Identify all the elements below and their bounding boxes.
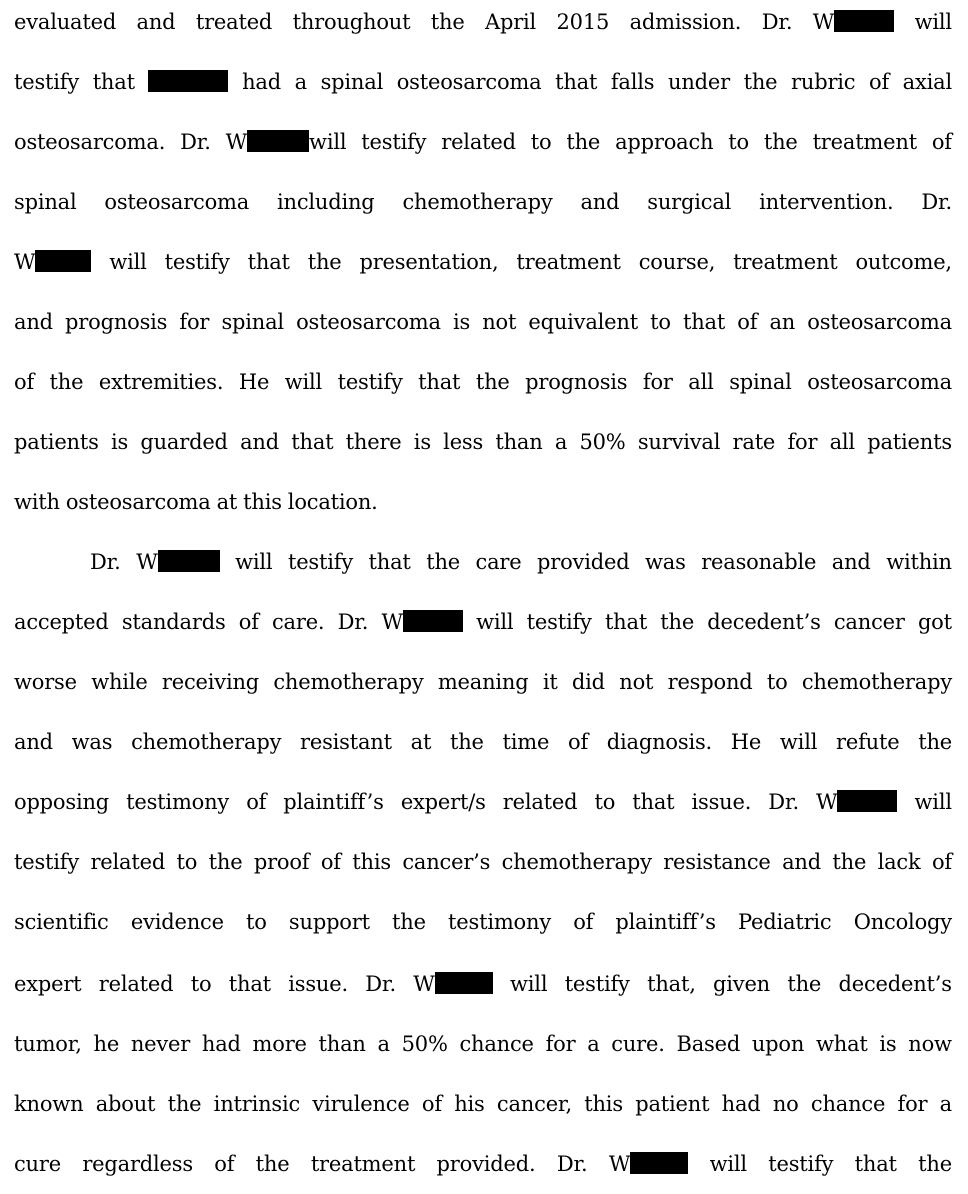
word: treatment [733, 250, 838, 274]
word: that [682, 310, 726, 334]
word: cancer’s [402, 850, 491, 874]
word: the [660, 610, 695, 634]
word: that [228, 972, 271, 996]
word: evidence [130, 910, 224, 934]
word: never [130, 1032, 191, 1056]
word: the [49, 370, 84, 394]
word: time [502, 730, 550, 754]
word: the [430, 10, 465, 34]
word: no [772, 1092, 799, 1116]
word: refute [836, 730, 900, 754]
word: under [668, 70, 730, 94]
redaction-box [837, 790, 897, 812]
redaction-box [630, 1152, 688, 1174]
word: and [240, 430, 279, 454]
word: and [14, 310, 53, 334]
word: Dr. [761, 10, 793, 34]
text-line [14, 788, 952, 816]
word: that [632, 790, 675, 814]
word: worse [14, 670, 77, 694]
word: known [14, 1092, 84, 1116]
word: testify [564, 972, 630, 996]
word: he [93, 1032, 120, 1056]
word: Dr. [90, 550, 121, 574]
word: the [449, 730, 484, 754]
word: plaintiff’s [283, 790, 384, 814]
word: will [709, 1152, 747, 1176]
word: of [573, 910, 594, 934]
word: approach [615, 130, 714, 154]
word: testify [14, 70, 80, 94]
word: Dr. [556, 1152, 588, 1176]
word: it [542, 670, 558, 694]
word: to [190, 972, 212, 996]
word: his [454, 1092, 485, 1116]
word: treatment [310, 1152, 416, 1176]
text-line [14, 8, 952, 36]
word: the [392, 910, 426, 934]
word: care [475, 550, 522, 574]
word: to [530, 130, 552, 154]
word: testify [526, 610, 592, 634]
word: location. [287, 490, 378, 514]
redacted-name: W [813, 8, 894, 36]
word: will [510, 972, 548, 996]
redacted-name: W [609, 1150, 688, 1178]
word: what [815, 1032, 868, 1056]
word: to [766, 670, 788, 694]
word: chemotherapy [273, 670, 424, 694]
word: prognosis [65, 310, 168, 334]
word: while [91, 670, 148, 694]
word: all [829, 430, 855, 454]
word: prognosis [525, 370, 628, 394]
word: a [939, 1092, 952, 1116]
word: the [787, 972, 822, 996]
word: 2015 [556, 10, 610, 34]
word: will [109, 250, 147, 274]
word: that, [647, 972, 696, 996]
word: this [584, 1092, 623, 1116]
word: had [721, 1092, 761, 1116]
word: support [288, 910, 370, 934]
word: not [482, 310, 517, 334]
word: treated [195, 10, 273, 34]
word: about [95, 1092, 156, 1116]
word: spinal [729, 370, 792, 394]
word: the [918, 730, 952, 754]
word: given [713, 972, 771, 996]
text-line [14, 128, 952, 156]
word: Dr. [921, 190, 952, 214]
word: 50% [579, 430, 626, 454]
text-line [90, 548, 952, 576]
word: including [276, 190, 375, 214]
word: related [441, 130, 516, 154]
word: an [769, 310, 796, 334]
word: outcome, [855, 250, 952, 274]
word: that [418, 370, 461, 394]
word: provided. [436, 1152, 536, 1176]
word: of [869, 70, 890, 94]
word: treatment [812, 130, 917, 154]
redaction-box [247, 130, 309, 152]
word: related [98, 972, 174, 996]
word: He [238, 370, 270, 394]
word: had [242, 70, 281, 94]
word: the [743, 70, 778, 94]
word: and [782, 850, 821, 874]
word: cancer, [496, 1092, 572, 1116]
text-line [14, 368, 952, 396]
word: admission. [629, 10, 742, 34]
word: spinal [221, 310, 284, 334]
word: decedent’s [707, 610, 821, 634]
word: the [255, 1152, 290, 1176]
word: to [594, 790, 616, 814]
word: decedent’s [838, 972, 952, 996]
word: of [238, 610, 259, 634]
text-line [14, 1150, 952, 1178]
word: a [554, 430, 568, 454]
word: and [831, 550, 871, 574]
word: was [71, 730, 113, 754]
word: the [832, 850, 867, 874]
word: patients [14, 430, 99, 454]
word: that [854, 1152, 897, 1176]
word: will [914, 790, 952, 814]
word: the [566, 130, 601, 154]
text-line [14, 1090, 952, 1118]
word: plaintiff’s [615, 910, 716, 934]
word: testify [361, 130, 427, 154]
text-line [14, 970, 952, 998]
word: proof [253, 850, 310, 874]
word: spinal [320, 70, 384, 94]
word: resistance [663, 850, 771, 874]
word: He [730, 730, 762, 754]
word: had [201, 1032, 241, 1056]
word: will [235, 550, 273, 574]
word: April [484, 10, 537, 34]
word: the [208, 850, 243, 874]
word: chance [810, 1092, 886, 1116]
word: course, [638, 250, 716, 274]
word: Based [676, 1032, 741, 1056]
redaction-box [158, 550, 220, 572]
word: testimony [448, 910, 551, 934]
word: Dr. [337, 610, 369, 634]
word: for [545, 1032, 576, 1056]
word: rubric [791, 70, 856, 94]
word: upon [751, 1032, 805, 1056]
word: that [247, 250, 290, 274]
word: diagnosis. [606, 730, 713, 754]
text-line [14, 728, 952, 756]
word: is [413, 430, 431, 454]
word: equivalent [528, 310, 638, 334]
word: patients [867, 430, 952, 454]
word: to [246, 910, 267, 934]
word: within [886, 550, 952, 574]
word: virulence [312, 1092, 410, 1116]
text-line [14, 308, 952, 336]
word: the [167, 1092, 202, 1116]
word: osteosarcoma. [14, 130, 166, 154]
word: of [246, 790, 267, 814]
word: chemotherapy [402, 190, 553, 214]
word: to [650, 310, 671, 334]
text-line [14, 1030, 952, 1058]
word: and [580, 190, 620, 214]
word: not [619, 670, 654, 694]
word: of [931, 130, 952, 154]
word: of [421, 1092, 442, 1116]
word: meaning [437, 670, 529, 694]
word: cure [14, 1152, 61, 1176]
word: the [918, 1152, 952, 1176]
word: for [897, 1092, 928, 1116]
word: Oncology [853, 910, 952, 934]
word: there [345, 430, 402, 454]
text-line [14, 848, 952, 876]
word: than [318, 1032, 366, 1056]
redacted-name [148, 68, 228, 96]
word: guarded [140, 430, 228, 454]
redacted-name: W [382, 608, 463, 636]
word: treatment [516, 250, 621, 274]
word: is [452, 310, 471, 334]
word: of [320, 850, 341, 874]
word: respond [667, 670, 753, 694]
redaction-box [35, 250, 91, 272]
word: chemotherapy [501, 850, 652, 874]
word: extremities. [98, 370, 224, 394]
word: osteosarcoma [296, 310, 441, 334]
word: more [252, 1032, 307, 1056]
redaction-box [148, 70, 228, 92]
word: scientific [14, 910, 109, 934]
word: a [587, 1032, 600, 1056]
word: tumor, [14, 1032, 82, 1056]
word: provided [537, 550, 630, 574]
word: cure. [611, 1032, 665, 1056]
word: chemotherapy [131, 730, 282, 754]
redacted-name: W [14, 248, 91, 276]
word: regardless [82, 1152, 193, 1176]
word: reasonable [701, 550, 817, 574]
word: osteosarcoma [65, 490, 211, 514]
redaction-box [834, 10, 894, 32]
word: related [90, 850, 166, 874]
word: osteosarcoma [807, 310, 952, 334]
word: testify [14, 850, 80, 874]
word: and [14, 730, 53, 754]
word: Pediatric [738, 910, 832, 934]
word: a [294, 70, 307, 94]
word: evaluated [14, 10, 117, 34]
word: for [179, 310, 210, 334]
word: all [688, 370, 714, 394]
word: of [737, 310, 758, 334]
word: that [291, 430, 334, 454]
word: is [879, 1032, 897, 1056]
redacted-name: W [136, 548, 219, 576]
word: the [763, 130, 798, 154]
word: testimony [126, 790, 230, 814]
word: Dr. [768, 790, 799, 814]
word: of [931, 850, 952, 874]
word: surgical [647, 190, 732, 214]
word: the [426, 550, 460, 574]
word: the [475, 370, 510, 394]
word: rate [732, 430, 776, 454]
word: osteosarcoma [396, 70, 542, 94]
word: that [92, 70, 135, 94]
word: Dr. [365, 972, 396, 996]
word: cancer [833, 610, 905, 634]
text-line [14, 188, 952, 216]
word: this [243, 490, 282, 514]
word: of [14, 370, 35, 394]
word: to [176, 850, 198, 874]
word: spinal [14, 190, 77, 214]
word: presentation, [359, 250, 499, 274]
word: for [787, 430, 818, 454]
word: that [604, 610, 648, 634]
text-line [14, 488, 952, 516]
text-line [14, 68, 952, 96]
word: this [352, 850, 391, 874]
word: than [495, 430, 543, 454]
word: of [568, 730, 589, 754]
word: the [307, 250, 342, 274]
word: expert/s [400, 790, 486, 814]
word: receiving [161, 670, 260, 694]
word: will [284, 370, 323, 394]
redaction-box [435, 972, 493, 994]
word: will [476, 610, 514, 634]
word: standards [121, 610, 226, 634]
word: 50% [401, 1032, 448, 1056]
text-line [14, 608, 952, 636]
word: opposing [14, 790, 110, 814]
word: less [443, 430, 484, 454]
word: osteosarcoma [807, 370, 952, 394]
word: patient [635, 1092, 710, 1116]
word: intrinsic [213, 1092, 301, 1116]
word: intervention. [759, 190, 894, 214]
word: expert [14, 972, 82, 996]
word: issue. [288, 972, 348, 996]
word: will [779, 730, 818, 754]
redacted-name: W will [225, 130, 347, 154]
word: Dr. [180, 130, 211, 154]
word: now [908, 1032, 952, 1056]
word: testify [337, 370, 403, 394]
text-line [14, 248, 952, 276]
word: at [410, 730, 432, 754]
word: testify [768, 1152, 834, 1176]
redacted-name: W [413, 970, 492, 998]
word: chance [459, 1032, 534, 1056]
word: a [377, 1032, 390, 1056]
word: was [644, 550, 686, 574]
redacted-name: W [816, 788, 897, 816]
word: axial [902, 70, 952, 94]
word: resistant [300, 730, 392, 754]
word: chemotherapy [801, 670, 952, 694]
word: osteosarcoma [104, 190, 250, 214]
word: that [368, 550, 411, 574]
word: got [917, 610, 952, 634]
word: lack [877, 850, 921, 874]
word: survival [637, 430, 721, 454]
word: and [136, 10, 176, 34]
word: care. [271, 610, 325, 634]
text-line [14, 908, 952, 936]
text-line [14, 668, 952, 696]
word: for [642, 370, 673, 394]
word: accepted [14, 610, 109, 634]
word: related [502, 790, 578, 814]
word: issue. [691, 790, 752, 814]
word: is [110, 430, 129, 454]
text-line [14, 428, 952, 456]
redaction-box [403, 610, 463, 632]
word: will [914, 10, 952, 34]
word: testify [287, 550, 354, 574]
word: did [571, 670, 605, 694]
word: at [216, 490, 238, 514]
word: testify [164, 250, 230, 274]
word: throughout [292, 10, 411, 34]
word: of [214, 1152, 235, 1176]
word: falls [610, 70, 655, 94]
word: that [555, 70, 598, 94]
word: with [14, 490, 60, 514]
word: to [728, 130, 749, 154]
